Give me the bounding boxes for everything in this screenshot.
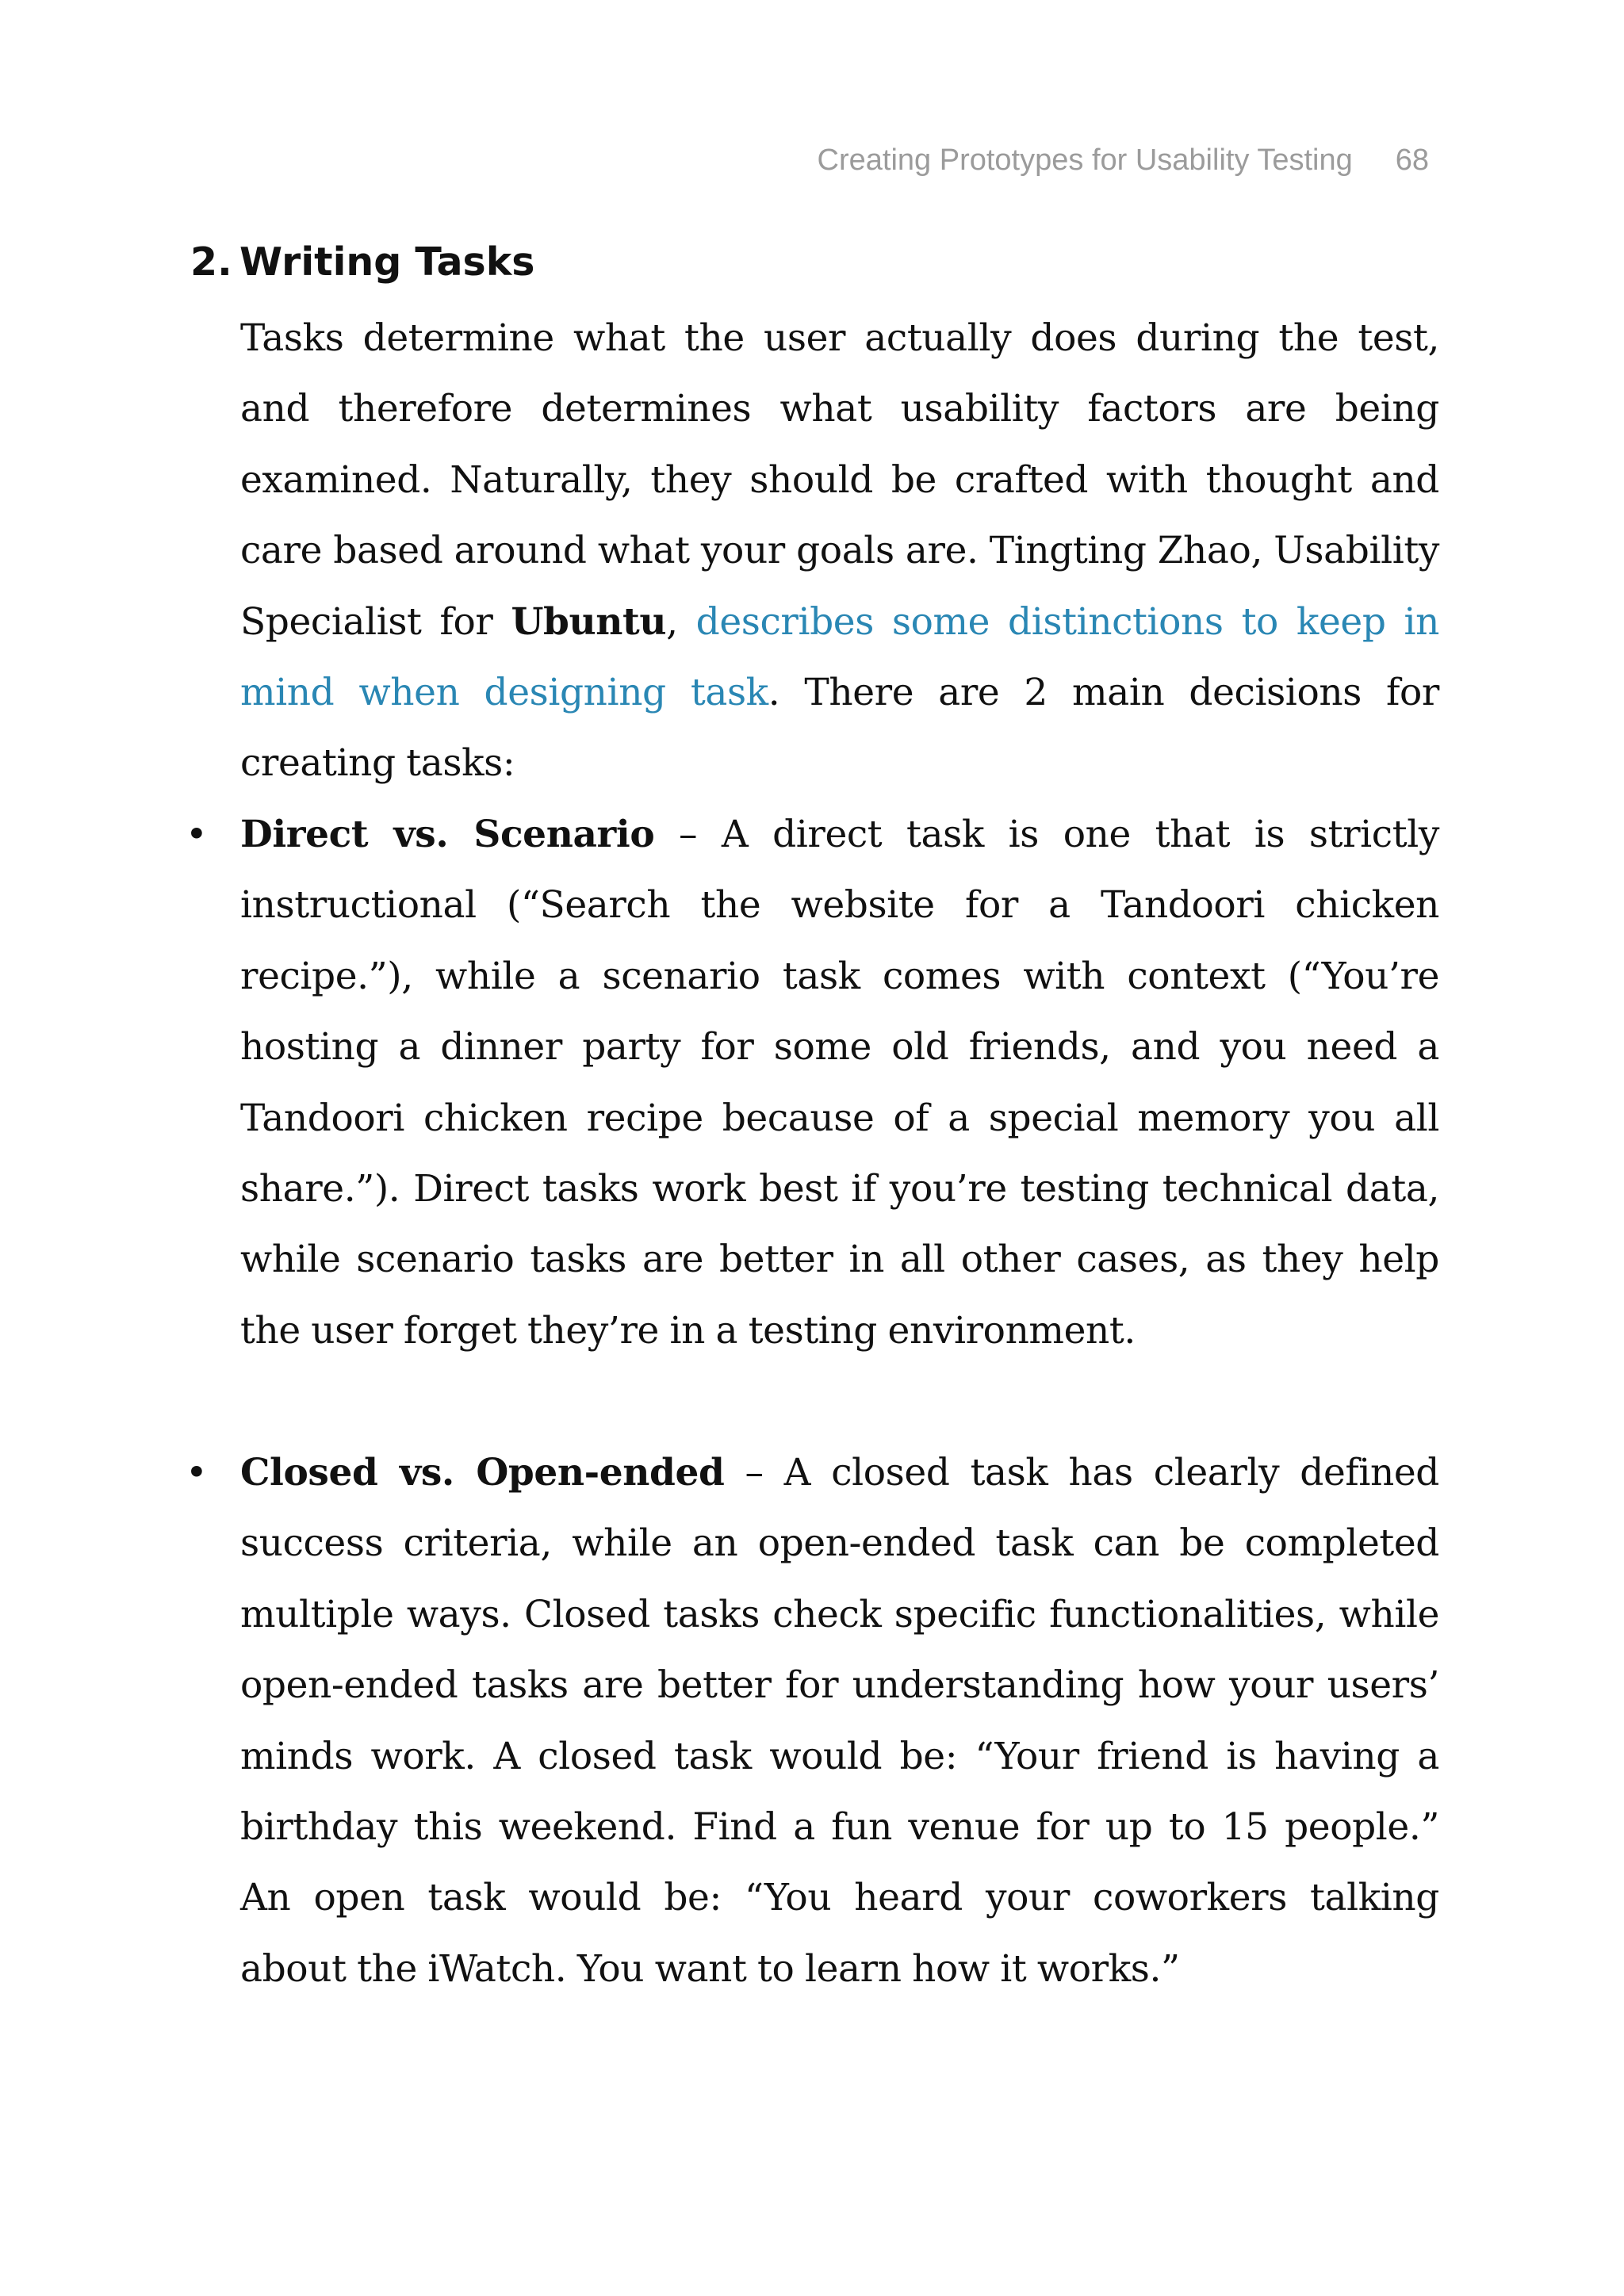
bullet-title: Closed vs. Open-ended xyxy=(240,1451,725,1494)
bullet-item-closed-vs-open-ended xyxy=(240,1437,1439,2004)
section-heading xyxy=(190,239,534,285)
bullet-icon: • xyxy=(186,1451,208,1494)
intro-text-1: Tasks determine what the user actually does during the test, and therefore determines what usability factors are being examined. Naturally, they should be crafted with thought and care based around what your goals are. Tingting Zhao, Usability Specialist for xyxy=(240,316,1439,644)
intro-paragraph xyxy=(240,303,1439,799)
distinctions-link[interactable]: describes some distinctions to keep in mind when designing task xyxy=(240,599,1439,715)
intro-text-2: , xyxy=(666,599,696,644)
bullet-icon: • xyxy=(186,813,208,856)
bullet-item-direct-vs-scenario xyxy=(240,799,1439,1366)
intro-text-3: . There are 2 main decisions for creating tasks: xyxy=(240,671,1439,786)
chapter-title: Creating Prototypes for Usability Testing xyxy=(817,144,1353,177)
section-title: Writing Tasks xyxy=(239,239,535,285)
ubuntu-bold: Ubuntu xyxy=(511,599,667,644)
bullet-title: Direct vs. Scenario xyxy=(240,813,655,856)
bullet-body: – A closed task has clearly defined success criteria, while an open-ended task can be completed multiple ways. Closed tasks check specific functionalities, while open-ended tasks are better for understanding how your users’ minds work. A closed task would be: “Your friend is having a birthday this weekend. Find a fun venue for up to 15 people.” An open task would be: “You heard your coworkers talking about the iWatch. You want to learn how it works.” xyxy=(240,1451,1439,1991)
bullet-body: – A direct task is one that is strictly instructional (“Search the website for a Tandoori chicken recipe.”), while a scenario task comes with context (“You’re hosting a dinner party for some old friends, and you need a Tandoori chicken recipe because of a special memory you all share.”). Direct tasks work best if you’re testing technical data, while scenario tasks are better in all other cases, as they help the user forget they’re in a testing environment. xyxy=(240,813,1439,1353)
section-number: 2. xyxy=(190,239,232,285)
page-number: 68 xyxy=(1395,144,1429,177)
running-header xyxy=(818,144,1429,178)
